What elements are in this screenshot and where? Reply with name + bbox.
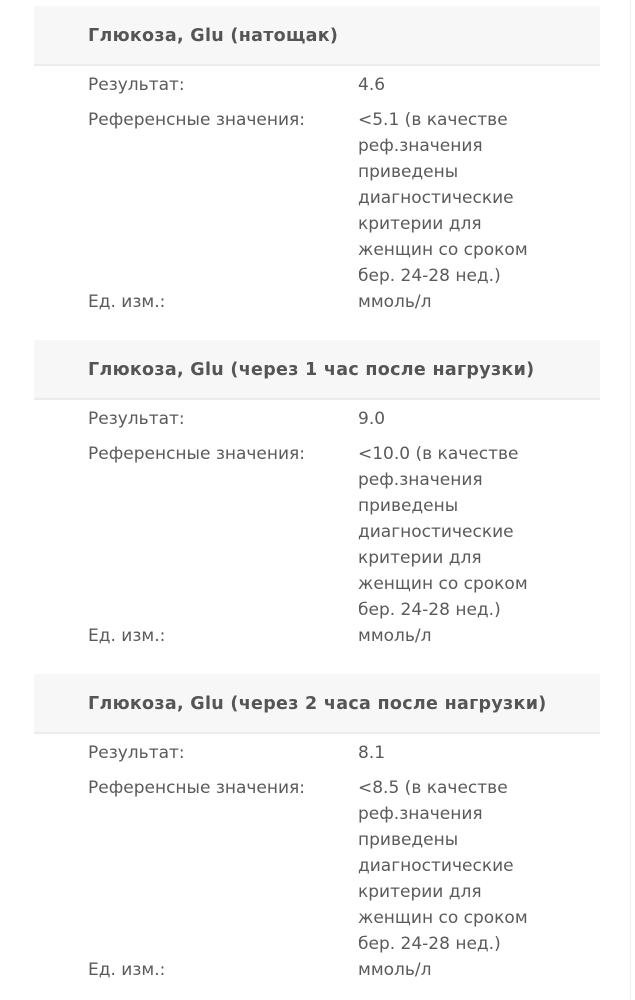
reference-line: <8.5 (в качестве [358,778,508,798]
reference-line: приведены [358,162,459,182]
section-header [34,674,600,734]
result-value: 8.1 [358,743,386,763]
result-row [88,740,600,766]
reference-line: <5.1 (в качестве [358,110,508,130]
unit-label: Ед. изм.: [88,292,166,312]
reference-label: Референсные значения: [88,110,306,130]
unit-value: ммоль/л [358,960,432,980]
test-section-2-hours [34,674,600,983]
reference-line: критерии для [358,882,482,902]
reference-value [358,441,558,623]
reference-label: Референсные значения: [88,778,306,798]
section-rows [34,66,600,315]
unit-row [88,957,600,983]
reference-line: диагностические [358,522,514,542]
reference-row [88,775,600,957]
reference-line: приведены [358,830,459,850]
reference-line: приведены [358,496,459,516]
reference-line: реф.значения [358,470,483,490]
reference-row [88,107,600,289]
reference-line: реф.значения [358,804,483,824]
reference-line: бер. 24-28 нед.) [358,600,501,620]
reference-line: женщин со сроком [358,908,528,928]
test-section-fasting [34,6,600,315]
reference-label: Референсные значения: [88,444,306,464]
test-section-1-hour [34,340,600,649]
reference-line: диагностические [358,188,514,208]
result-value: 4.6 [358,75,386,95]
result-label: Результат: [88,409,185,429]
page-edge-divider [630,0,631,1000]
unit-row [88,623,600,649]
reference-line: бер. 24-28 нед.) [358,934,501,954]
section-title: Глюкоза, Glu (через 2 часа после нагрузки) [88,694,547,714]
unit-label: Ед. изм.: [88,626,166,646]
section-title: Глюкоза, Glu (натощак) [88,26,339,46]
reference-line: реф.значения [358,136,483,156]
reference-line: диагностические [358,856,514,876]
reference-line: бер. 24-28 нед.) [358,266,501,286]
section-header [34,340,600,400]
section-header [34,6,600,66]
reference-line: женщин со сроком [358,574,528,594]
unit-value: ммоль/л [358,292,432,312]
result-label: Результат: [88,743,185,763]
result-label: Результат: [88,75,185,95]
reference-line: женщин со сроком [358,240,528,260]
reference-line: критерии для [358,548,482,568]
result-row [88,406,600,432]
reference-line: <10.0 (в качестве [358,444,519,464]
section-rows [34,734,600,983]
result-row [88,72,600,98]
reference-line: критерии для [358,214,482,234]
reference-value [358,107,558,289]
result-value: 9.0 [358,409,386,429]
section-rows [34,400,600,649]
unit-row [88,289,600,315]
reference-value [358,775,558,957]
unit-value: ммоль/л [358,626,432,646]
section-title: Глюкоза, Glu (через 1 час после нагрузки) [88,360,535,380]
unit-label: Ед. изм.: [88,960,166,980]
reference-row [88,441,600,623]
